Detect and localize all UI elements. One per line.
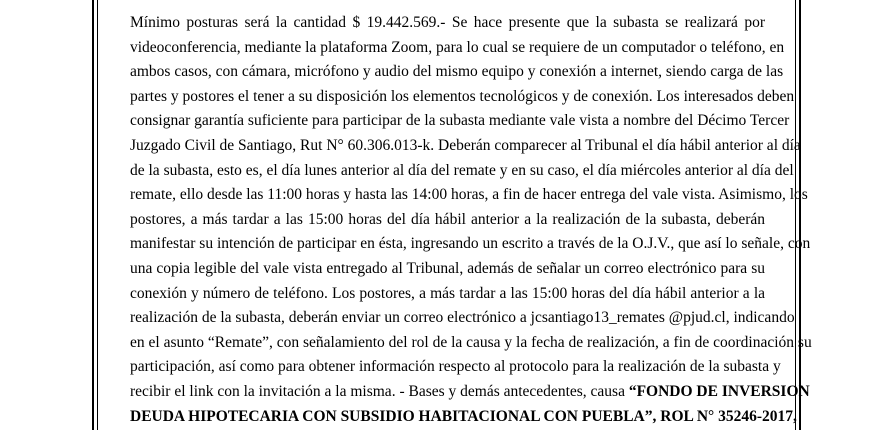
text-segment: ambos casos, con cámara, micrófono y audio del mismo equipo y conexión a internet, siendo carga de las xyxy=(130,63,784,81)
document-line xyxy=(130,36,785,61)
bold-text-segment: DEUDA HIPOTECARIA CON SUBSIDIO HABITACIONAL CON PUEBLA”, ROL N° 35246-2017, xyxy=(130,407,797,425)
document-line xyxy=(130,60,784,85)
document-line xyxy=(130,109,790,134)
text-segment: de la subasta, esto es, el día lunes anterior al día del remate y en su caso, el día miércoles anterior al día del xyxy=(130,161,794,179)
page-border-right-inner xyxy=(795,0,796,430)
text-segment: realización de la subasta, deberán enviar un correo electrónico a jcsantiago13_remates @pjud.cl, indicando xyxy=(130,309,795,327)
bold-text-segment: “FONDO DE INVERSION xyxy=(628,382,810,400)
document-line xyxy=(130,306,795,331)
text-segment: Juzgado Civil de Santiago, Rut N° 60.306.013-k. Deberán comparecer al Tribunal el día hábil anterior al día xyxy=(130,136,801,154)
document-line xyxy=(130,405,797,430)
page-border-left-inner xyxy=(97,0,98,430)
document-line xyxy=(130,355,781,380)
document-line xyxy=(130,380,810,405)
page-border-right-outer xyxy=(799,0,801,430)
text-segment: consignar garantía suficiente para participar de la subasta mediante vale vista a nombre del Décimo Tercer xyxy=(130,112,790,130)
document-line xyxy=(130,232,811,257)
document-line xyxy=(130,159,794,184)
document-line xyxy=(130,208,765,233)
document-line xyxy=(130,331,812,356)
document-body-text xyxy=(130,11,812,429)
text-segment: una copia legible del vale vista entregado al Tribunal, además de señalar un correo electrónico para su xyxy=(130,259,765,277)
document-line xyxy=(130,282,765,307)
page-border-left-outer xyxy=(92,0,94,430)
document-line xyxy=(130,134,801,159)
text-segment: participación, así como para obtener información respecto al protocolo para la realización de la subasta y xyxy=(130,358,781,376)
text-segment: conexión y número de teléfono. Los postores, a más tardar a las 15:00 horas del día hábil anterior a la xyxy=(130,284,765,302)
text-segment: recibir el link con la invitación a la misma. - Bases y demás antecedentes, causa xyxy=(130,382,629,400)
text-segment: en el asunto “Remate”, con señalamiento del rol de la causa y la fecha de realización, a fin de coordinación su xyxy=(130,333,812,351)
document-line xyxy=(130,11,765,36)
document-line xyxy=(130,85,795,110)
document-line xyxy=(130,257,765,282)
document-line xyxy=(130,183,808,208)
text-segment: Mínimo posturas será la cantidad $ 19.442.569.- Se hace presente que la subasta se realizará por xyxy=(130,14,765,31)
text-segment: manifestar su intención de participar en ésta, ingresando un escrito a través de la O.J.V., que así lo señale, con xyxy=(130,235,811,253)
text-segment: videoconferencia, mediante la plataforma Zoom, para lo cual se requiere de un computador o teléfono, en xyxy=(130,38,785,56)
text-segment: partes y postores el tener a su disposición los elementos tecnológicos y de conexión. Los interesados deben xyxy=(130,87,795,105)
text-segment: remate, ello desde las 11:00 horas y hasta las 14:00 horas, a fin de hacer entrega del vale vista. Asimismo, los xyxy=(130,186,808,204)
text-segment: postores, a más tardar a las 15:00 horas del día hábil anterior a la realización de la subasta, deberán xyxy=(130,210,765,228)
